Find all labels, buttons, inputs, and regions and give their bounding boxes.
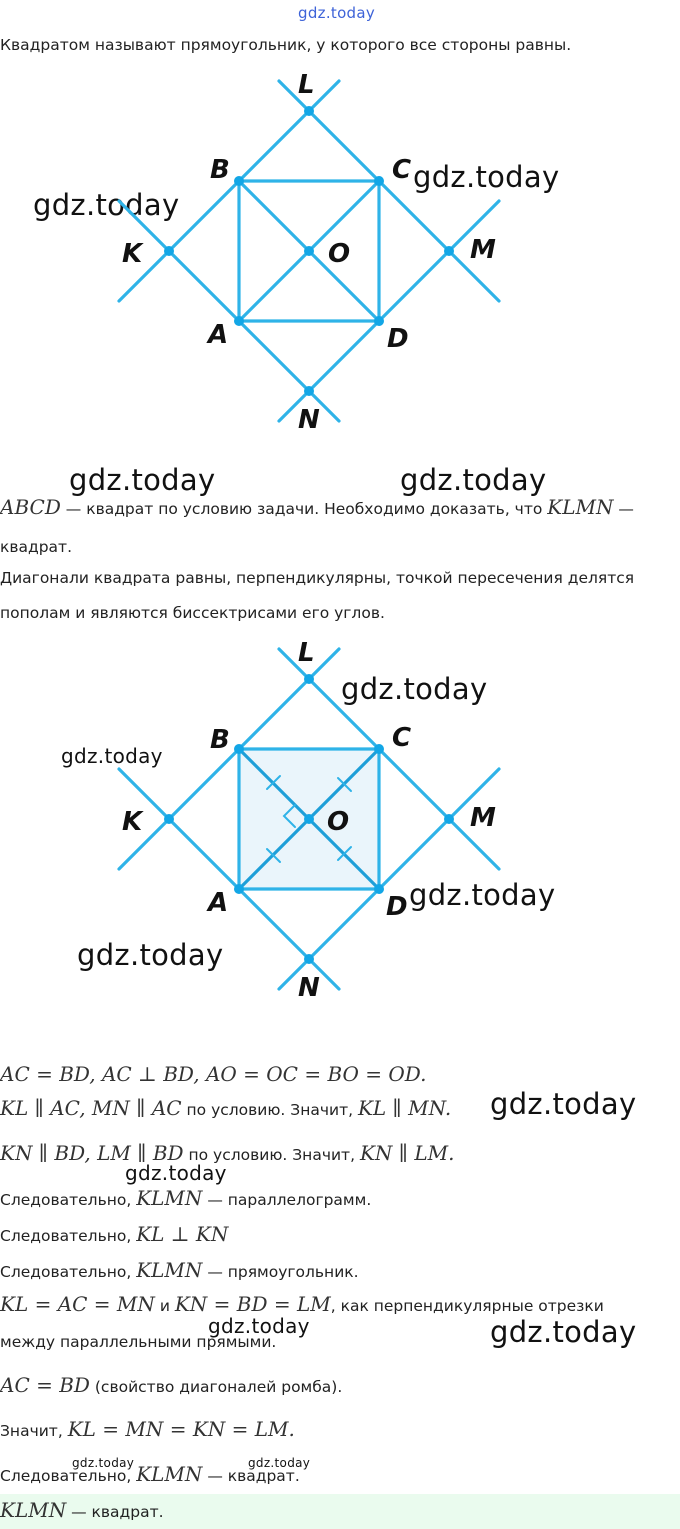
label-C: C [392, 155, 412, 185]
figure-square-construction [0, 0, 680, 440]
label-C: C [392, 723, 412, 753]
watermark: gdz.today [69, 463, 216, 497]
points [164, 674, 454, 964]
answer-text: KLMN — квадрат. [0, 1498, 164, 1522]
watermark: gdz.today [341, 672, 488, 706]
label-L: L [298, 638, 315, 668]
label-K: K [122, 807, 143, 837]
proof-line-2: KL ∥ AC, MN ∥ AC по условию. Значит, KL ∥ MN. [0, 1096, 452, 1120]
label-M: M [470, 235, 496, 265]
watermark: gdz.today [33, 188, 180, 222]
paragraph-statement-cont: квадрат. [0, 538, 73, 556]
label-A: A [208, 888, 229, 918]
watermark: gdz.today [61, 744, 163, 768]
paragraph-statement: ABCD — квадрат по условию задачи. Необходимо доказать, что KLMN — [0, 495, 634, 519]
proof-line-9: Значит, KL = MN = KN = LM. [0, 1417, 295, 1441]
label-L: L [298, 70, 315, 100]
proof-line-8: AC = BD (свойство диагоналей ромба). [0, 1373, 343, 1397]
label-M: M [470, 803, 496, 833]
watermark: gdz.today [248, 1456, 311, 1470]
proof-line-7: KL = AC = MN и KN = BD = LM, как перпендикулярные отрезки [0, 1292, 604, 1316]
label-B: B [210, 155, 230, 185]
watermark: gdz.today [400, 463, 547, 497]
label-N: N [298, 405, 320, 435]
watermark: gdz.today [413, 160, 560, 194]
answer-box [0, 1494, 680, 1529]
label-K: K [122, 239, 143, 269]
label-D: D [386, 892, 408, 922]
label-D: D [387, 324, 409, 354]
paragraph-diagonals-cont: пополам и являются биссектрисами его углов. [0, 604, 385, 622]
watermark: gdz.today [125, 1161, 227, 1185]
proof-line-3: KN ∥ BD, LM ∥ BD по условию. Значит, KN ∥ LM. [0, 1141, 455, 1165]
proof-line-7-cont: между параллельными прямыми. [0, 1333, 277, 1351]
watermark: gdz.today [72, 1456, 135, 1470]
figure-square-marked [0, 560, 680, 1010]
proof-line-4: Следовательно, KLMN — параллелограмм. [0, 1186, 372, 1210]
paragraph-diagonals: Диагонали квадрата равны, перпендикулярны, точкой пересечения делятся [0, 569, 635, 587]
watermark: gdz.today [490, 1315, 637, 1349]
watermark: gdz.today [77, 938, 224, 972]
label-O: O [328, 239, 351, 269]
watermark: gdz.today [409, 878, 556, 912]
intro-text: Квадратом называют прямоугольник, у которого все стороны равны. [0, 36, 572, 54]
proof-line-6: Следовательно, KLMN — прямоугольник. [0, 1258, 359, 1282]
watermark-top: gdz.today [298, 4, 376, 22]
proof-line-10: Следовательно, KLMN — квадрат. [0, 1462, 300, 1486]
label-B: B [210, 725, 230, 755]
watermark: gdz.today [208, 1314, 310, 1338]
label-N: N [298, 973, 320, 1003]
proof-line-5: Следовательно, KL ⊥ KN [0, 1222, 229, 1246]
label-A: A [208, 320, 229, 350]
watermark: gdz.today [490, 1087, 637, 1121]
proof-line-1: AC = BD, AC ⊥ BD, AO = OC = BO = OD. [0, 1062, 427, 1086]
points [164, 106, 454, 396]
label-O: O [327, 807, 350, 837]
